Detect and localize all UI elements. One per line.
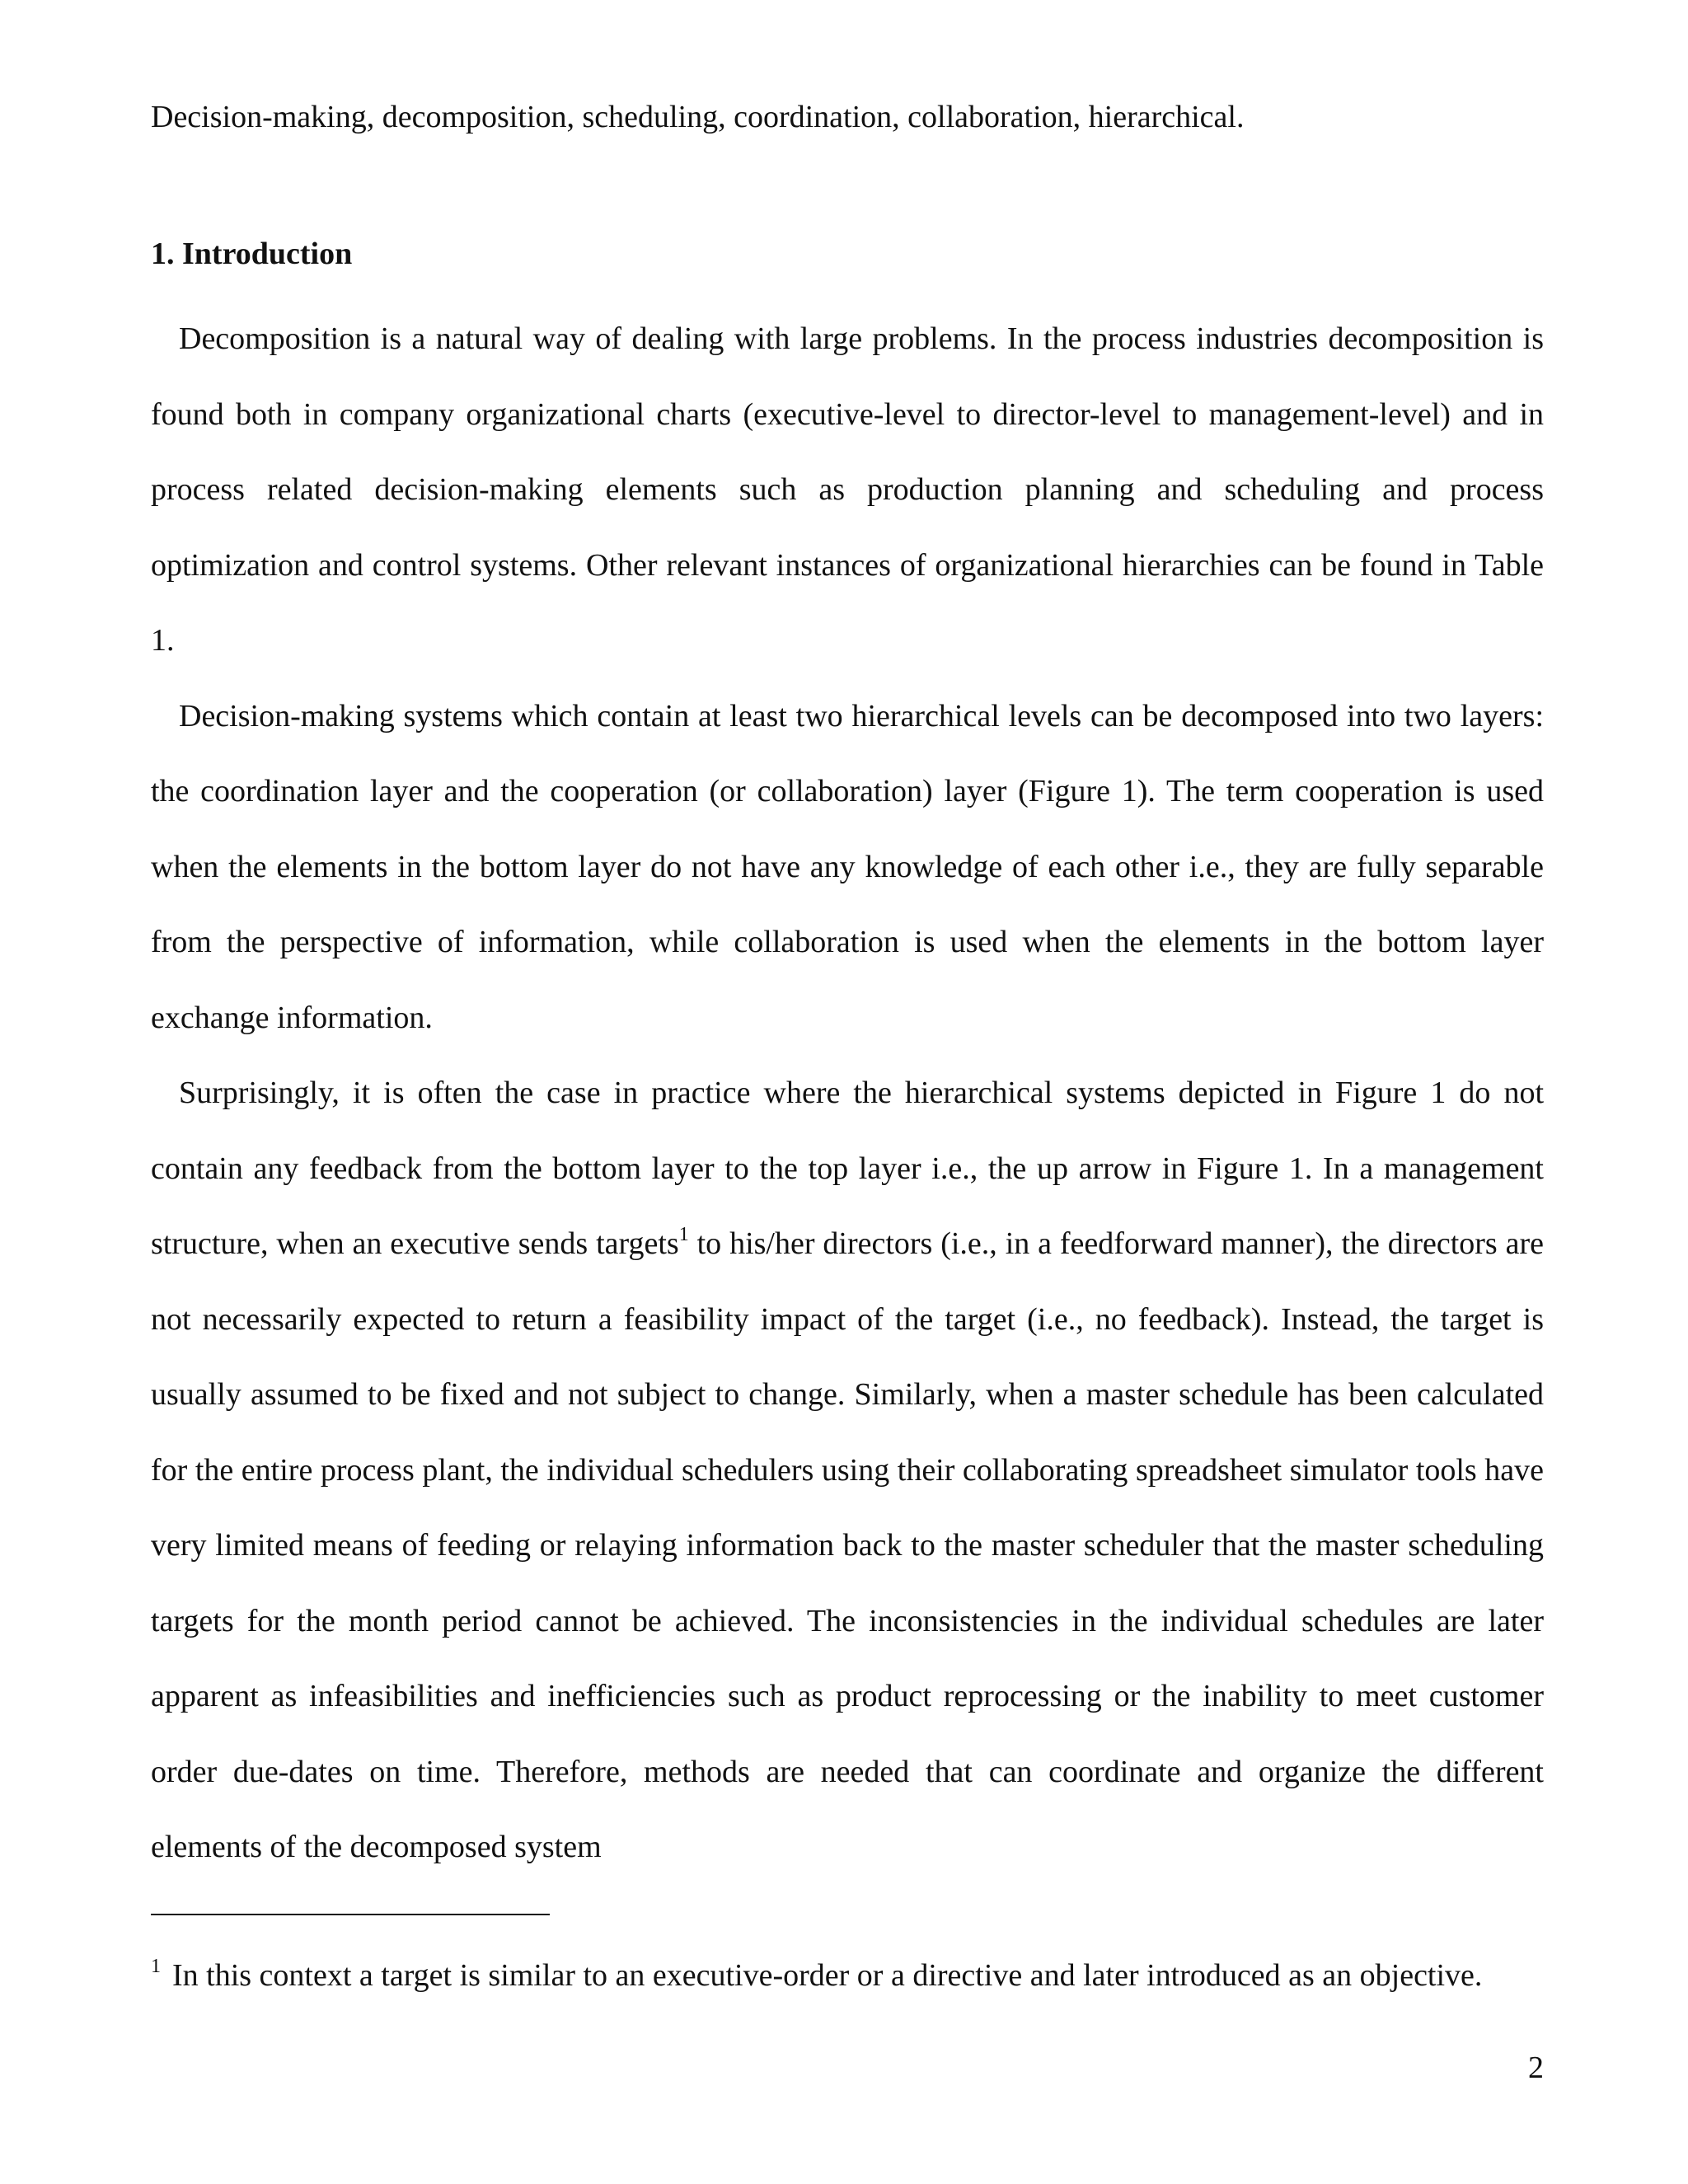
paragraph-2: Decision-making systems which contain at least two hierarchical levels can be decomposed into two layers: the coordination layer and the cooperation (or collaboration) layer (Figure 1). The term cooperation is used when the elements in the bottom layer do not have any knowledge of each other i.e., they are fully separable from the perspective of information, while collaboration is used when the elements in the bottom layer exchange information. (151, 698, 1544, 1035)
footnote (151, 1957, 1544, 1994)
footnote-text: In this context a target is similar to an executive-order or a directive and later introduced as an objective. (172, 1958, 1483, 1993)
section-heading: 1. Introduction (151, 237, 353, 271)
footnote-reference[interactable]: 1 (678, 1224, 689, 1245)
footnote-marker: 1 (151, 1956, 161, 1977)
keywords-line: Decision-making, decomposition, scheduling, coordination, collaboration, hierarchical. (151, 100, 1245, 134)
paragraph-3-before-ref: Surprisingly, it is often the case in practice where the hierarchical systems depicted in Figure 1 do not contain any feedback from the bottom layer to the top layer i.e., the up arrow in Figure 1. In a management structure, when an executive sends targets (151, 1076, 1544, 1261)
section-body (151, 302, 1544, 1886)
paragraph-3 (151, 1056, 1544, 1886)
paragraph-3-after-ref: to his/her directors (i.e., in a feedforward manner), the directors are not necessarily expected to return a feasibility impact of the target (i.e., no feedback). Instead, the target is usually assumed to be fixed and not subject to change. Similarly, when a master schedule has been calculated for the entire process plant, the individual schedulers using their collaborating spreadsheet simulator tools have very limited means of feeding or relaying information back to the master scheduler that the master scheduling targets for the month period cannot be achieved. The inconsistencies in the individual schedules are later apparent as infeasibilities and inefficiencies such as product reprocessing or the inability to meet customer order due-dates on time. Therefore, methods are needed that can coordinate and organize the different elements of the decomposed system (151, 1226, 1544, 1864)
paragraph-1: Decomposition is a natural way of dealing with large problems. In the process industries decomposition is found both in company organizational charts (executive-level to director-level to management-level) and in process related decision-making elements such as production planning and scheduling and process optimization and control systems. Other relevant instances of organizational hierarchies can be found in Table 1. (151, 321, 1544, 658)
footnote-divider (151, 1914, 550, 1915)
page-number: 2 (1528, 2050, 1544, 2085)
